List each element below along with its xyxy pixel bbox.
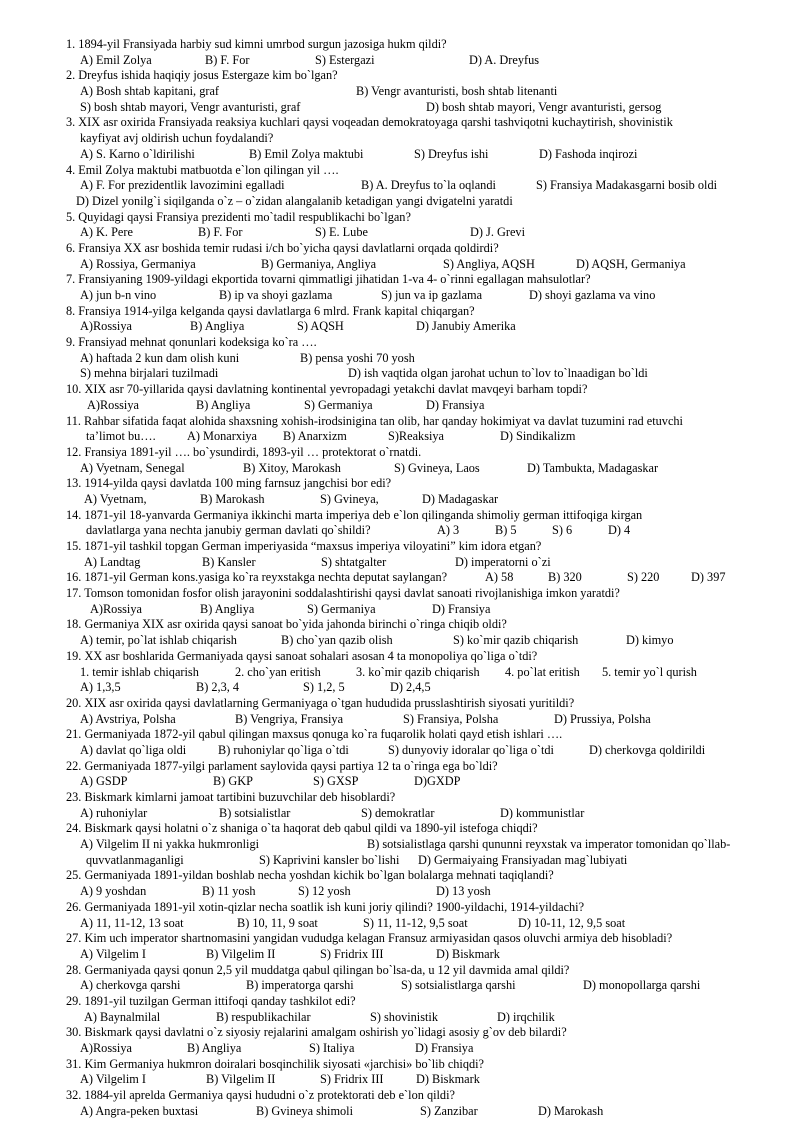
answer-option: S) 11, 11-12, 9,5 soat (363, 915, 468, 930)
answer-option: A) Rossiya, Germaniya (80, 256, 196, 271)
question-22 (66, 759, 778, 775)
question-text: 6. Fransiya XX asr boshida temir rudasi i/ch bo`yicha qaysi davlatlarni orqada qoldirdi? (66, 240, 499, 255)
question-text: 1. 1894-yil Fransiyada harbiy sud kimni umrbod surgun jazosiga hukm qildi? (66, 37, 447, 51)
answer-option: D) Janubiy Amerika (416, 319, 516, 334)
answer-row (80, 712, 778, 728)
question-6 (66, 241, 778, 257)
answer-option: B) Angliya (190, 319, 245, 334)
answer-option: S) mehna birjalari tuzilmadi (80, 366, 219, 381)
answer-option: B) Germaniya, Angliya (261, 256, 377, 271)
question-13 (66, 476, 778, 492)
answer-row (80, 147, 778, 163)
question-text: 30. Biskmark qaysi davlatni o`z siyosiy rejalarini amalgam oshirish yo`lidagi asosiy g`ov deb bilardi? (66, 1025, 567, 1040)
answer-option: 4. po`lat eritish (505, 664, 580, 679)
question-text: 23. Biskmark kimlarni jamoat tartibini buzuvchilar deb hisoblardi? (66, 790, 396, 804)
test-document (66, 37, 778, 1119)
question-19 (66, 649, 778, 665)
question-18 (66, 617, 778, 633)
answer-option: S) Kaprivini kansler bo`lishi (259, 852, 400, 867)
answer-option: 3. ko`mir qazib chiqarish (356, 664, 480, 679)
answer-option: S) demokratlar (361, 805, 435, 820)
answer-option: B) Vilgelim II (206, 1072, 276, 1087)
answer-option: S) Zanzibar (420, 1103, 478, 1118)
answer-option: D) bosh shtab mayori, Vengr avanturisti, gersog (426, 99, 662, 114)
question-9 (66, 335, 778, 351)
answer-option: A) Monarxiya (187, 429, 258, 444)
question-text: 9. Fransiyad mehnat qonunlari kodeksiga ko`ra …. (66, 335, 317, 350)
answer-row (80, 853, 778, 869)
answer-row (80, 743, 778, 759)
answer-option: S) 12 yosh (298, 884, 351, 899)
answer-option: B) Marokash (200, 491, 265, 506)
answer-option: D) monopollarga qarshi (583, 978, 701, 993)
answer-row (80, 884, 778, 900)
answer-row (80, 461, 778, 477)
answer-option: A) Vyetnam, (84, 491, 147, 506)
question-text: 11. Rahbar sifatida faqat alohida shaxsning xohish-irodsinigina tan olib, har qanday hokimiyat va davlat tuzumini rad etuvchi (66, 413, 683, 428)
answer-option: S) bosh shtab mayori, Vengr avanturisti, graf (80, 99, 301, 114)
question-text: 7. Fransiyaning 1909-yildagi ekportida tovarni qimmatligi jihatidan 1-va 4- o`rinni egallagan mahsulotlar? (66, 272, 591, 287)
answer-row (80, 351, 778, 367)
answer-option: D) 2,4,5 (390, 680, 431, 695)
answer-option: A) F. For prezidentlik lavozimini egalladi (80, 178, 285, 193)
question-text: 27. Kim uch imperator shartnomasini yangidan vududga kelagan Fransuz armiyasidan qasos oluvchi armiya deb hisobladi? (66, 931, 673, 946)
question-text: 17. Tomson tomonidan fosfor olish jarayonini soddalashtirishi qaysi davlat sanoati rivojlanishiga imkon yaratdi? (66, 586, 620, 601)
answer-row (80, 1104, 778, 1120)
question-continuation (80, 131, 778, 147)
question-text: 5. Quyidagi qaysi Fransiya prezidenti mo`tadil respublikachi bo`lgan? (66, 209, 411, 224)
answer-option: A) cherkovga qarshi (80, 978, 181, 993)
answer-option: S) Germaniya (304, 397, 373, 412)
answer-row (80, 100, 778, 116)
question-text: 13. 1914-yilda qaysi davlatda 100 ming farnsuz jangchisi bor edi? (66, 476, 392, 491)
answer-option: S) 220 (627, 570, 660, 585)
answer-row (80, 178, 778, 194)
answer-option: A) 9 yoshdan (80, 884, 147, 899)
answer-row (80, 774, 778, 790)
question-text: 25. Germaniyada 1891-yildan boshlab necha yoshdan kichik bo`lgan bolalarga mehnati taqiqlandi? (66, 868, 554, 883)
answer-option: D) A. Dreyfus (469, 52, 540, 67)
answer-option: S)Reaksiya (388, 429, 445, 444)
answer-option: D) Dizel yonilg`i siqilganda o`z – o`zidan alangalanib ketadigan yangi dvigatelni yaratdi (76, 193, 513, 208)
answer-option: D) shoyi gazlama va vino (529, 288, 656, 302)
answer-row (80, 947, 778, 963)
answer-option: D) Fransiya (432, 601, 491, 616)
question-text: 15. 1871-yil tashkil topgan German imperiyasida “maxsus imperiya viloyatini” kim idora etgan? (66, 539, 542, 553)
answer-option: D) 13 yosh (436, 884, 491, 899)
answer-option: A)Rossiya (80, 319, 132, 334)
answer-option: B) sotsialistlar (219, 805, 291, 820)
answer-row (80, 523, 778, 539)
answer-option: S) GXSP (313, 774, 359, 789)
answer-option: B) F. For (205, 52, 250, 67)
answer-option: D) 4 (608, 523, 631, 538)
answer-row (80, 225, 778, 241)
answer-option: D) Fransiya (426, 397, 485, 412)
answer-option: B) Xitoy, Marokash (243, 460, 341, 475)
answer-option: S) Estergazi (315, 52, 375, 67)
answer-row (76, 194, 778, 210)
answer-option: D) cherkovga qoldirildi (589, 742, 706, 757)
question-text: 18. Germaniya XIX asr oxirida qaysi sanoat bo`yida jahonda birinchi o`ringa chiqib oldi? (66, 617, 507, 632)
question-4 (66, 163, 778, 179)
answer-option: D) Madagaskar (422, 491, 499, 506)
answer-option: D) AQSH, Germaniya (576, 256, 686, 271)
answer-row (80, 257, 778, 273)
answer-option: B) ruhoniylar qo`liga o`tdi (218, 742, 349, 757)
answer-option: D) J. Grevi (470, 225, 525, 240)
answer-option: A) Bosh shtab kapitani, graf (80, 84, 219, 99)
question-28 (66, 963, 778, 979)
answer-option: B) Vengr avanturisti, bosh shtab litenanti (356, 84, 558, 99)
answer-option: B) Angliya (200, 601, 255, 616)
answer-option: B) sotsialistlaga qarshi qununni reyxstak va imperator tomonidan qo`llab- (367, 837, 731, 852)
answer-option: S) Gvineya, (320, 491, 379, 506)
question-text: 10. XIX asr 70-yillarida qaysi davlatning kontinental yevropadagi yetakchi davlat mavqeyi barham topdi? (66, 382, 588, 397)
answer-row (80, 492, 778, 508)
answer-option: B) Angliya (196, 397, 251, 412)
answer-option: D) Germaiyaing Fransiyadan mag`lubiyati (418, 852, 628, 867)
answer-row (80, 555, 778, 571)
answer-row (80, 429, 778, 445)
answer-option: B) Gvineya shimoli (256, 1103, 354, 1118)
question-text: 20. XIX asr oxirida qaysi davlatlarning Germaniyaga o`tgan hududida prusslashtirish siyosati yuritildi? (66, 695, 575, 710)
answer-option: B) 11 yosh (202, 884, 256, 899)
question-text: 29. 1891-yil tuzilgan German ittifoqi qanday tashkilot edi? (66, 993, 356, 1008)
answer-option: D) 397 (691, 570, 726, 585)
answer-option: D) ish vaqtida olgan jarohat uchun to`lov to`lnaadigan bo`ldi (348, 366, 648, 381)
answer-row (80, 806, 778, 822)
answer-option: 1. temir ishlab chiqarish (80, 664, 199, 679)
answer-option: B) Vengriya, Fransiya (235, 711, 344, 726)
answer-option: quvvatlanmaganligi (86, 852, 184, 867)
answer-option: D) Biskmark (436, 946, 500, 961)
answer-option: S) Fridrix III (320, 946, 384, 961)
answer-option: A) Avstriya, Polsha (80, 711, 176, 726)
answer-option: D) Prussiya, Polsha (554, 711, 651, 726)
answer-option: A) Baynalmilal (84, 1009, 161, 1024)
answer-option: A) S. Karno o`ldirilishi (80, 146, 195, 161)
answer-row (80, 837, 778, 853)
question-text: 12. Fransiya 1891-yil …. bo`ysundirdi, 1893-yil … protektorat o`rnatdi. (66, 444, 422, 459)
answer-option: S) Dreyfus ishi (414, 146, 489, 161)
answer-option: B) pensa yoshi 70 yosh (300, 350, 415, 365)
question-14 (66, 508, 778, 524)
answer-option: A) Vilgelim I (80, 946, 146, 961)
answer-option: B) Anarxizm (283, 429, 347, 444)
answer-row (80, 366, 778, 382)
answer-option: B) respublikachilar (216, 1009, 311, 1024)
answer-row (80, 1041, 778, 1057)
answer-option: A) GSDP (80, 774, 128, 789)
answer-option: S) E. Lube (315, 225, 368, 240)
answer-option: S) Fridrix III (320, 1072, 384, 1087)
answer-option: S) AQSH (297, 319, 344, 334)
answer-option: A) Angra-peken buxtasi (80, 1103, 199, 1118)
answer-option: A) jun b-n vino (80, 288, 157, 302)
answer-option: D) Fashoda inqirozi (539, 146, 638, 161)
question-17 (66, 586, 778, 602)
answer-option: A) K. Pere (80, 225, 133, 240)
answer-option: S) dunyoviy idoralar qo`liga o`tdi (388, 742, 554, 757)
answer-option: A) 3 (437, 523, 460, 538)
answer-option: B) cho`yan qazib olish (281, 633, 393, 648)
answer-row (80, 665, 778, 681)
question-text: 3. XIX asr oxirida Fransiyada reaksiya kuchlari qaysi voqeadan demokratoyaga qarshi tashviqotni kuchaytirish, shovinistik (66, 115, 673, 130)
question-text: ta’limot bu…. (86, 429, 156, 444)
question-25 (66, 868, 778, 884)
answer-option: S) sotsialistlarga qarshi (401, 978, 516, 993)
answer-option: S) 1,2, 5 (303, 680, 345, 695)
answer-option: S) Italiya (309, 1041, 355, 1055)
answer-row (80, 53, 778, 69)
question-text: 14. 1871-yil 18-yanvarda Germaniya ikkinchi marta imperiya deb e`lon qilinganda shimoliy german ittifoqiga kirgan (66, 507, 643, 522)
answer-option: A) haftada 2 kun dam olish kuni (80, 350, 240, 365)
answer-option: S) Gvineya, Laos (394, 460, 480, 475)
answer-option: A) 1,3,5 (80, 680, 121, 695)
answer-option: A) Landtag (84, 554, 141, 569)
answer-option: D) Marokash (538, 1103, 604, 1118)
answer-row (80, 1072, 778, 1088)
question-8 (66, 304, 778, 320)
answer-option: S) shtatgalter (321, 554, 387, 569)
answer-option: S) Angliya, AQSH (443, 256, 535, 271)
question-5 (66, 210, 778, 226)
answer-option: A)Rossiya (80, 1041, 132, 1055)
answer-option: A)Rossiya (87, 397, 139, 412)
answer-option: A) 58 (485, 570, 514, 585)
answer-option: B) 5 (495, 523, 517, 538)
answer-option: D) 10-11, 12, 9,5 soat (518, 915, 626, 930)
answer-option: S) 6 (552, 523, 573, 538)
answer-option: D) kimyo (626, 633, 674, 648)
answer-option: A) Vilgelim II ni yakka hukmronligi (80, 837, 260, 852)
answer-option: A) Emil Zolya (80, 52, 152, 67)
question-1 (66, 37, 778, 53)
answer-option: B) Kansler (202, 554, 256, 569)
answer-option: B) GKP (213, 774, 253, 789)
question-text: davlatlarga yana nechta janubiy german davlati qo`shildi? (86, 523, 371, 538)
answer-row (80, 1010, 778, 1026)
answer-option: A) davlat qo`liga oldi (80, 742, 187, 757)
answer-option: A)Rossiya (90, 601, 142, 616)
question-3 (66, 115, 778, 131)
question-11 (66, 414, 778, 430)
answer-option: D) Tambukta, Madagaskar (527, 460, 659, 475)
answer-option: 2. cho`yan eritish (235, 664, 321, 679)
question-15 (66, 539, 778, 555)
question-text: 2. Dreyfus ishida haqiqiy josus Estergaze kim bo`lgan? (66, 68, 338, 83)
answer-option: B) imperatorga qarshi (246, 978, 354, 993)
answer-row (80, 288, 778, 304)
question-text: 21. Germaniyada 1872-yil qabul qilingan maxsus qonuga ko`ra fuqarolik holati qayd etish ishlari …. (66, 727, 563, 742)
question-23 (66, 790, 778, 806)
question-26 (66, 900, 778, 916)
answer-option: B) 10, 11, 9 soat (237, 915, 318, 930)
answer-option: B) ip va shoyi gazlama (219, 288, 333, 302)
question-27 (66, 931, 778, 947)
question-text: kayfiyat avj oldirish uchun foydalandi? (80, 131, 274, 146)
answer-option: B) Emil Zolya maktubi (249, 146, 364, 161)
answer-option: S) shovinistik (370, 1009, 438, 1024)
question-text: 32. 1884-yil aprelda Germaniya qaysi hududni o`z protektorati deb e`lon qildi? (66, 1088, 455, 1103)
question-29 (66, 994, 778, 1010)
answer-option: B) A. Dreyfus to`la oqlandi (361, 178, 496, 193)
answer-row (80, 916, 778, 932)
answer-option: S) Fransiya Madakasgarni bosib oldi (536, 178, 718, 193)
answer-option: D) Fransiya (415, 1041, 474, 1055)
answer-option: D) kommunistlar (500, 805, 585, 820)
answer-row (80, 680, 778, 696)
answer-option: D)GXDP (414, 774, 461, 789)
answer-row (80, 602, 778, 618)
answer-option: D) irqchilik (497, 1009, 555, 1024)
answer-option: D) Sindikalizm (500, 429, 576, 444)
answer-option: A) 11, 11-12, 13 soat (80, 915, 184, 930)
question-text: 16. 1871-yil German kons.yasiga ko`ra reyxstakga nechta deputat saylangan? (66, 570, 448, 585)
answer-row (80, 633, 778, 649)
answer-option: S) ko`mir qazib chiqarish (453, 633, 579, 648)
question-text: 8. Fransiya 1914-yilga kelganda qaysi davlatlarga 6 mlrd. Frank kapital chiqargan? (66, 303, 475, 318)
question-16 (66, 570, 778, 586)
answer-option: D) Biskmark (416, 1072, 480, 1087)
answer-row (80, 398, 778, 414)
answer-option: B) Angliya (187, 1041, 242, 1055)
question-text: 26. Germaniyada 1891-yil xotin-qizlar necha soatlik ish kuni joriy qilindi? 1900-yildachi, 1914-yildachi? (66, 899, 585, 914)
answer-option: 5. temir yo`l qurish (602, 664, 697, 679)
answer-option: B) F. For (198, 225, 243, 240)
question-12 (66, 445, 778, 461)
question-text: 4. Emil Zolya maktubi matbuotda e`lon qilingan yil …. (66, 162, 339, 177)
question-2 (66, 68, 778, 84)
answer-option: A) temir, po`lat ishlab chiqarish (80, 633, 237, 648)
question-text: 31. Kim Germaniya hukmron doiralari bosqinchilik siyosati «jarchisi» bo`lib chiqdi? (66, 1056, 485, 1071)
answer-option: A) Vyetnam, Senegal (80, 460, 185, 475)
answer-option: B) 2,3, 4 (196, 680, 240, 695)
answer-option: A) ruhoniylar (80, 805, 148, 820)
answer-row (80, 978, 778, 994)
answer-option: B) 320 (548, 570, 582, 585)
answer-option: S) jun va ip gazlama (381, 288, 483, 302)
question-32 (66, 1088, 778, 1104)
question-text: 24. Biskmark qaysi holatni o`z shaniga o`ta haqorat deb qabul qildi va 1890-yil istefoga chiqdi? (66, 821, 538, 836)
answer-option: S) Germaniya (307, 601, 376, 616)
answer-row (80, 319, 778, 335)
answer-option: A) Vilgelim I (80, 1072, 146, 1087)
answer-row (80, 84, 778, 100)
answer-option: D) imperatorni o`zi (455, 554, 551, 569)
question-text: 22. Germaniyada 1877-yilgi parlament saylovida qaysi partiya 12 ta o`ringa ega bo`ldi? (66, 758, 498, 773)
answer-option: B) Vilgelim II (206, 946, 276, 961)
question-text: 19. XX asr boshlarida Germaniyada qaysi sanoat sohalari asosan 4 ta monopoliya qo`liga o`tdi? (66, 648, 538, 663)
question-30 (66, 1025, 778, 1041)
answer-option: S) Fransiya, Polsha (403, 711, 499, 726)
question-24 (66, 821, 778, 837)
question-21 (66, 727, 778, 743)
question-20 (66, 696, 778, 712)
question-31 (66, 1057, 778, 1073)
question-10 (66, 382, 778, 398)
question-text: 28. Germaniyada qaysi qonun 2,5 yil muddatga qabul qilingan bo`lsa-da, u 12 yil davmida amal qildi? (66, 962, 570, 977)
question-7 (66, 272, 778, 288)
